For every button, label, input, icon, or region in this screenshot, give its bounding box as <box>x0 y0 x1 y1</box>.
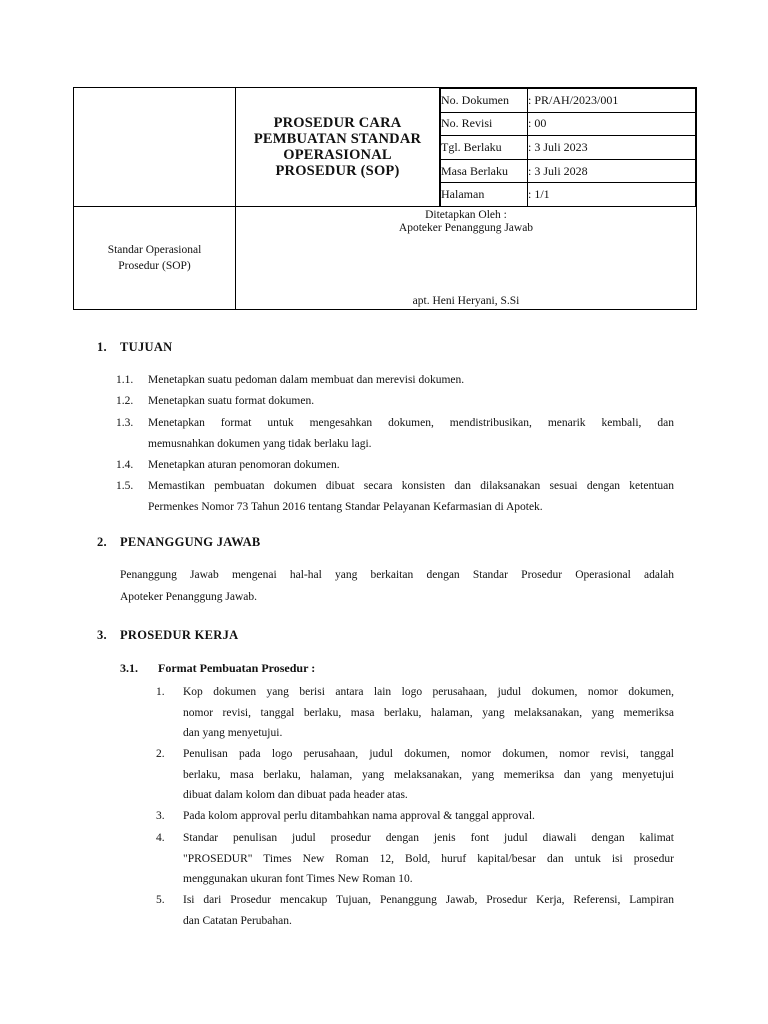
meta-value: : 3 Juli 2023 <box>528 136 696 160</box>
approval-heading <box>236 209 696 235</box>
section-title: TUJUAN <box>120 340 173 354</box>
procedure-step <box>156 744 674 806</box>
section-heading-prosedur-kerja <box>97 628 238 643</box>
step-text-line: Pada kolom approval perlu ditambahkan nama approval & tanggal approval. <box>183 810 535 822</box>
step-number: 3. <box>156 810 165 822</box>
meta-key: Masa Berlaku <box>441 159 528 183</box>
procedure-step <box>156 682 674 744</box>
meta-row <box>441 159 696 183</box>
meta-key: No. Dokumen <box>441 89 528 113</box>
approver-name: apt. Heni Heryani, S.Si <box>412 295 520 307</box>
item-number: 1.1. <box>116 374 134 386</box>
title-line: OPERASIONAL <box>283 147 392 163</box>
step-text-line: Isi dari Prosedur mencakup Tujuan, Penanggung Jawab, Prosedur Kerja, Referensi, Lampiran <box>183 894 674 906</box>
list-item <box>116 391 674 412</box>
sop-label-cell <box>74 207 236 310</box>
meta-row <box>441 89 696 113</box>
item-text-line: Menetapkan suatu pedoman dalam membuat dan merevisi dokumen. <box>148 374 465 386</box>
step-text-line: Standar penulisan judul prosedur dengan jenis font judul diawali dengan kalimat <box>183 832 674 844</box>
step-number: 4. <box>156 832 165 844</box>
paragraph-line: Apoteker Penanggung Jawab. <box>120 591 258 603</box>
sop-label-line: Standar Operasional <box>107 244 202 256</box>
sop-label-line: Prosedur (SOP) <box>118 260 191 272</box>
step-number: 1. <box>156 686 165 698</box>
meta-value: : 00 <box>528 112 696 136</box>
document-title <box>236 88 440 207</box>
meta-row <box>441 112 696 136</box>
step-number: 5. <box>156 894 165 906</box>
title-line: PROSEDUR (SOP) <box>275 163 400 179</box>
procedure-step <box>156 806 674 827</box>
paragraph-line: Penanggung Jawab mengenai hal-hal yang berkaitan dengan Standar Prosedur Operasional adalah <box>120 569 674 581</box>
section-title: PENANGGUNG JAWAB <box>120 535 261 549</box>
step-text-line: Kop dokumen yang berisi antara lain logo perusahaan, judul dokumen, nomor dokumen, <box>183 686 674 698</box>
document-meta-table <box>440 88 696 206</box>
section-heading-tujuan <box>97 340 173 355</box>
meta-value: : 1/1 <box>528 183 696 206</box>
item-text-line: memusnahkan dokumen yang tidak berlaku lagi. <box>148 438 372 450</box>
step-text-line: berlaku, masa berlaku, halaman, yang melaksanakan, yang memeriksa dan yang menyetujui <box>183 768 674 781</box>
procedure-step <box>156 828 674 890</box>
item-number: 1.3. <box>116 417 134 429</box>
document-header-table <box>73 87 697 310</box>
meta-row <box>441 136 696 160</box>
step-text-line: nomor revisi, tanggal berlaku, masa berlaku, halaman, yang melaksanakan, yang memeriksa <box>183 706 674 719</box>
step-text-line: dibuat dalam kolom dan dibuat pada header atas. <box>183 789 408 801</box>
item-text-line: Memastikan pembuatan dokumen dibuat secara konsisten dan dilaksanakan sesuai dengan ketentuan <box>148 480 674 492</box>
section-number: 2. <box>97 535 107 549</box>
title-line: PEMBUATAN STANDAR <box>253 131 422 147</box>
title-line: PROSEDUR CARA <box>273 115 402 131</box>
step-number: 2. <box>156 748 165 760</box>
item-number: 1.2. <box>116 395 134 407</box>
meta-row <box>441 183 696 206</box>
list-item <box>116 455 674 476</box>
subsection-title: Format Pembuatan Prosedur : <box>158 661 316 675</box>
item-text-line: Permenkes Nomor 73 Tahun 2016 tentang Standar Pelayanan Kefarmasian di Apotek. <box>148 501 543 513</box>
step-text-line: "PROSEDUR" Times New Roman 12, Bold, huruf kapital/besar dan untuk isi prosedur <box>183 852 674 865</box>
document-meta-cell <box>440 88 697 207</box>
step-text-line: menggunakan ukuran font Times New Roman 10. <box>183 873 413 885</box>
approval-line: Ditetapkan Oleh : <box>425 209 507 221</box>
section-paragraph <box>120 564 674 608</box>
meta-value: : PR/AH/2023/001 <box>528 89 696 113</box>
item-text-line: Menetapkan aturan penomoran dokumen. <box>148 459 340 471</box>
item-text-line: Menetapkan format untuk mengesahkan dokumen, mendistribusikan, menarik kembali, dan <box>148 417 674 429</box>
item-text-line: Menetapkan suatu format dokumen. <box>148 395 315 407</box>
step-text-line: Penulisan pada logo perusahaan, judul dokumen, nomor dokumen, nomor revisi, tanggal <box>183 748 674 760</box>
section-number: 3. <box>97 628 107 642</box>
approval-line: Apoteker Penanggung Jawab <box>398 222 534 234</box>
list-item <box>116 413 674 455</box>
meta-key: Halaman <box>441 183 528 206</box>
meta-key: No. Revisi <box>441 112 528 136</box>
item-number: 1.4. <box>116 459 134 471</box>
item-number: 1.5. <box>116 480 134 492</box>
list-item <box>116 476 674 518</box>
section-number: 1. <box>97 340 107 354</box>
section-heading-penanggung-jawab <box>97 535 261 550</box>
list-item <box>116 370 674 391</box>
step-text-line: dan yang menyetujui. <box>183 727 283 739</box>
logo-cell <box>74 88 236 207</box>
meta-key: Tgl. Berlaku <box>441 136 528 160</box>
subsection-heading <box>120 661 315 676</box>
section-title: PROSEDUR KERJA <box>120 628 239 642</box>
approval-cell <box>236 207 697 310</box>
subsection-number: 3.1. <box>120 661 138 675</box>
procedure-step <box>156 890 674 931</box>
step-text-line: dan Catatan Perubahan. <box>183 914 292 927</box>
meta-value: : 3 Juli 2028 <box>528 159 696 183</box>
